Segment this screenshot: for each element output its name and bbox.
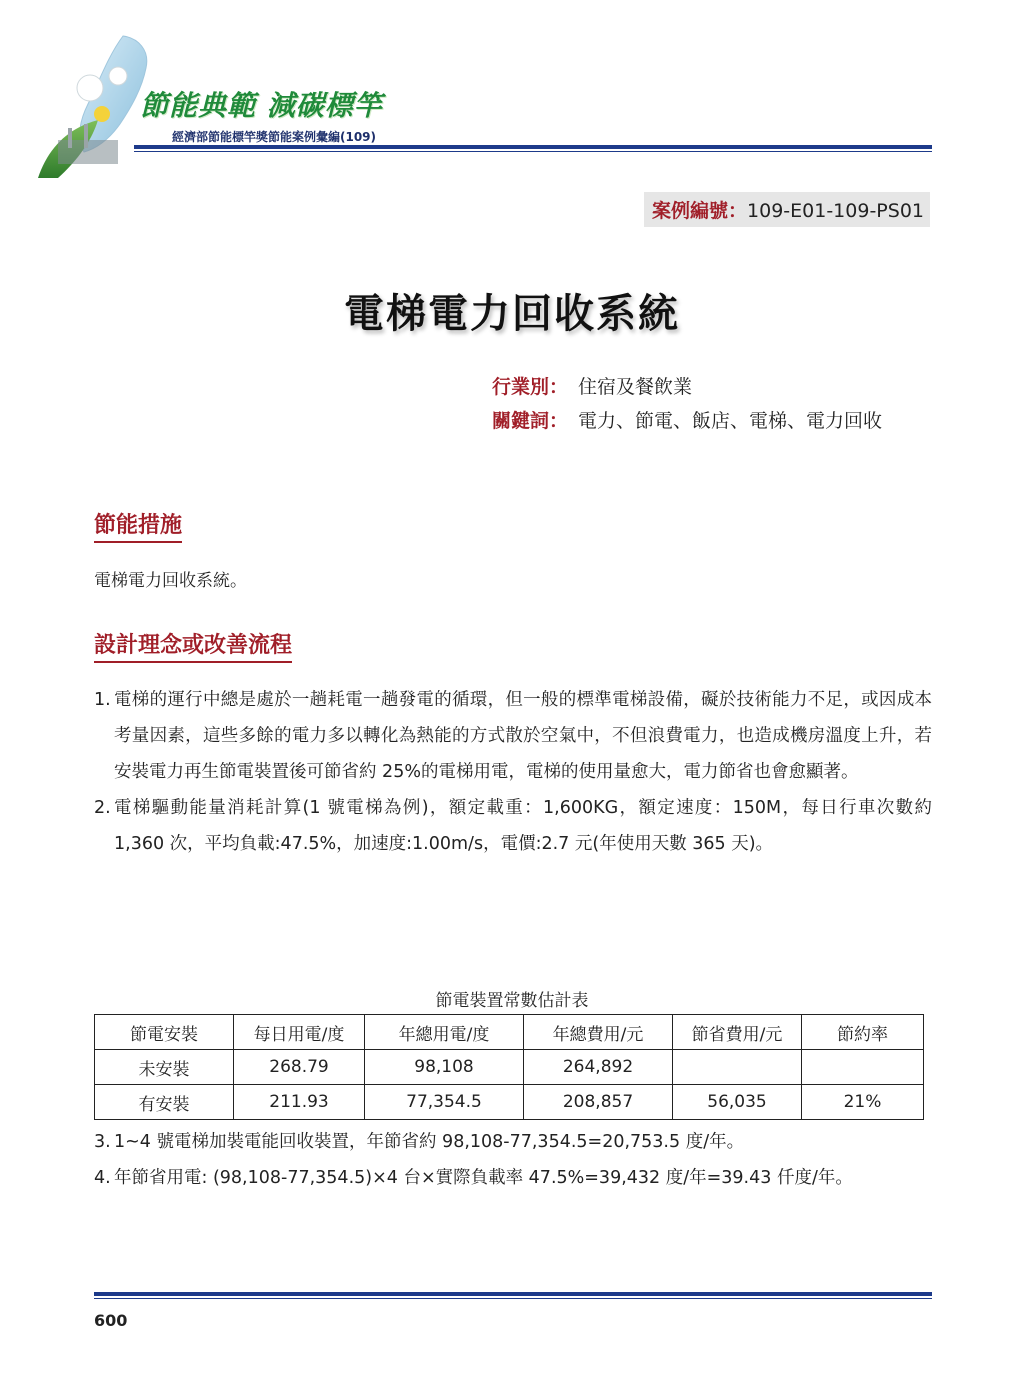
industry-value: 住宿及餐飲業 [578, 376, 693, 398]
list-text: 電梯驅動能量消耗計算(1 號電梯為例)，額定載重：1,600KG，額定速度：150M，每日行車次數約 1,360 次，平均負載:47.5%，加速度:1.00m/s，電價:2.7 元(年使用天數 365 天)。 [114, 798, 932, 854]
page-title: 電梯電力回收系統 [344, 291, 680, 337]
brand-title: 節能典範 減碳標竿 [140, 89, 383, 122]
table-cell: 未安裝 [95, 1050, 234, 1085]
list-item [94, 1160, 932, 1196]
table-cell: 211.93 [234, 1085, 365, 1120]
table-cell: 77,354.5 [365, 1085, 524, 1120]
table-cell: 21% [802, 1085, 924, 1120]
table-row [95, 1050, 924, 1085]
table-cell [673, 1050, 802, 1085]
table-cell: 56,035 [673, 1085, 802, 1120]
section-text-measures: 電梯電力回收系統。 [94, 571, 247, 591]
list-text: 1~4 號電梯加裝電能回收裝置，年節省約 98,108-77,354.5=20,753.5 度/年。 [114, 1132, 745, 1152]
table-header-cell: 每日用電/度 [234, 1015, 365, 1050]
table-header-cell: 節電安裝 [95, 1015, 234, 1050]
table-cell: 有安裝 [95, 1085, 234, 1120]
list-number: 3. [94, 1132, 111, 1152]
industry-row [492, 370, 922, 404]
table-cell [802, 1050, 924, 1085]
list-number: 4. [94, 1168, 111, 1188]
table-cell: 268.79 [234, 1050, 365, 1085]
energy-saving-table [94, 1014, 924, 1120]
list-text: 年節省用電: (98,108-77,354.5)×4 台×實際負載率 47.5%=39,432 度/年=39.43 仟度/年。 [114, 1168, 853, 1188]
section-heading-measures: 節能措施 [94, 508, 182, 543]
design-list [94, 682, 932, 862]
table-header-cell: 年總用電/度 [365, 1015, 524, 1050]
brand-subtitle: 經濟部節能標竿獎節能案例彙編(109) [172, 130, 377, 144]
header-divider [134, 145, 932, 152]
list-item [94, 682, 932, 790]
footer-divider [94, 1292, 932, 1299]
table-cell: 264,892 [524, 1050, 673, 1085]
list-item [94, 790, 932, 862]
table-header-row [95, 1015, 924, 1050]
table-header-cell: 節省費用/元 [673, 1015, 802, 1050]
keywords-label: 關鍵詞： [492, 410, 569, 432]
keywords-value: 電力、節電、飯店、電梯、電力回收 [578, 410, 883, 432]
case-number-label: 案例編號： [652, 200, 748, 222]
list-text: 電梯的運行中總是處於一趟耗電一趟發電的循環，但一般的標準電梯設備，礙於技術能力不足，或因成本考量因素，這些多餘的電力多以轉化為熱能的方式散於空氣中，不但浪費電力，也造成機房溫度上升，若安裝電力再生節電裝置後可節省約 25%的電梯用電，電梯的使用量愈大，電力節省也會愈顯著。 [114, 690, 932, 782]
table-header-cell: 年總費用/元 [524, 1015, 673, 1050]
table-header-cell: 節約率 [802, 1015, 924, 1050]
table-row [95, 1085, 924, 1120]
keywords-row [492, 404, 922, 438]
design-list-continued [94, 1124, 932, 1196]
section-heading-design: 設計理念或改善流程 [94, 628, 292, 663]
case-meta [492, 370, 922, 438]
list-number: 1. [94, 690, 111, 710]
table-cell: 208,857 [524, 1085, 673, 1120]
list-number: 2. [94, 798, 111, 818]
list-item [94, 1124, 932, 1160]
table-caption: 節電裝置常數估計表 [435, 991, 589, 1011]
table-cell: 98,108 [365, 1050, 524, 1085]
case-number-box [644, 192, 930, 227]
case-number-value: 109-E01-109-PS01 [747, 200, 924, 222]
page-number: 600 [94, 1311, 128, 1330]
industry-label: 行業別： [492, 376, 569, 398]
